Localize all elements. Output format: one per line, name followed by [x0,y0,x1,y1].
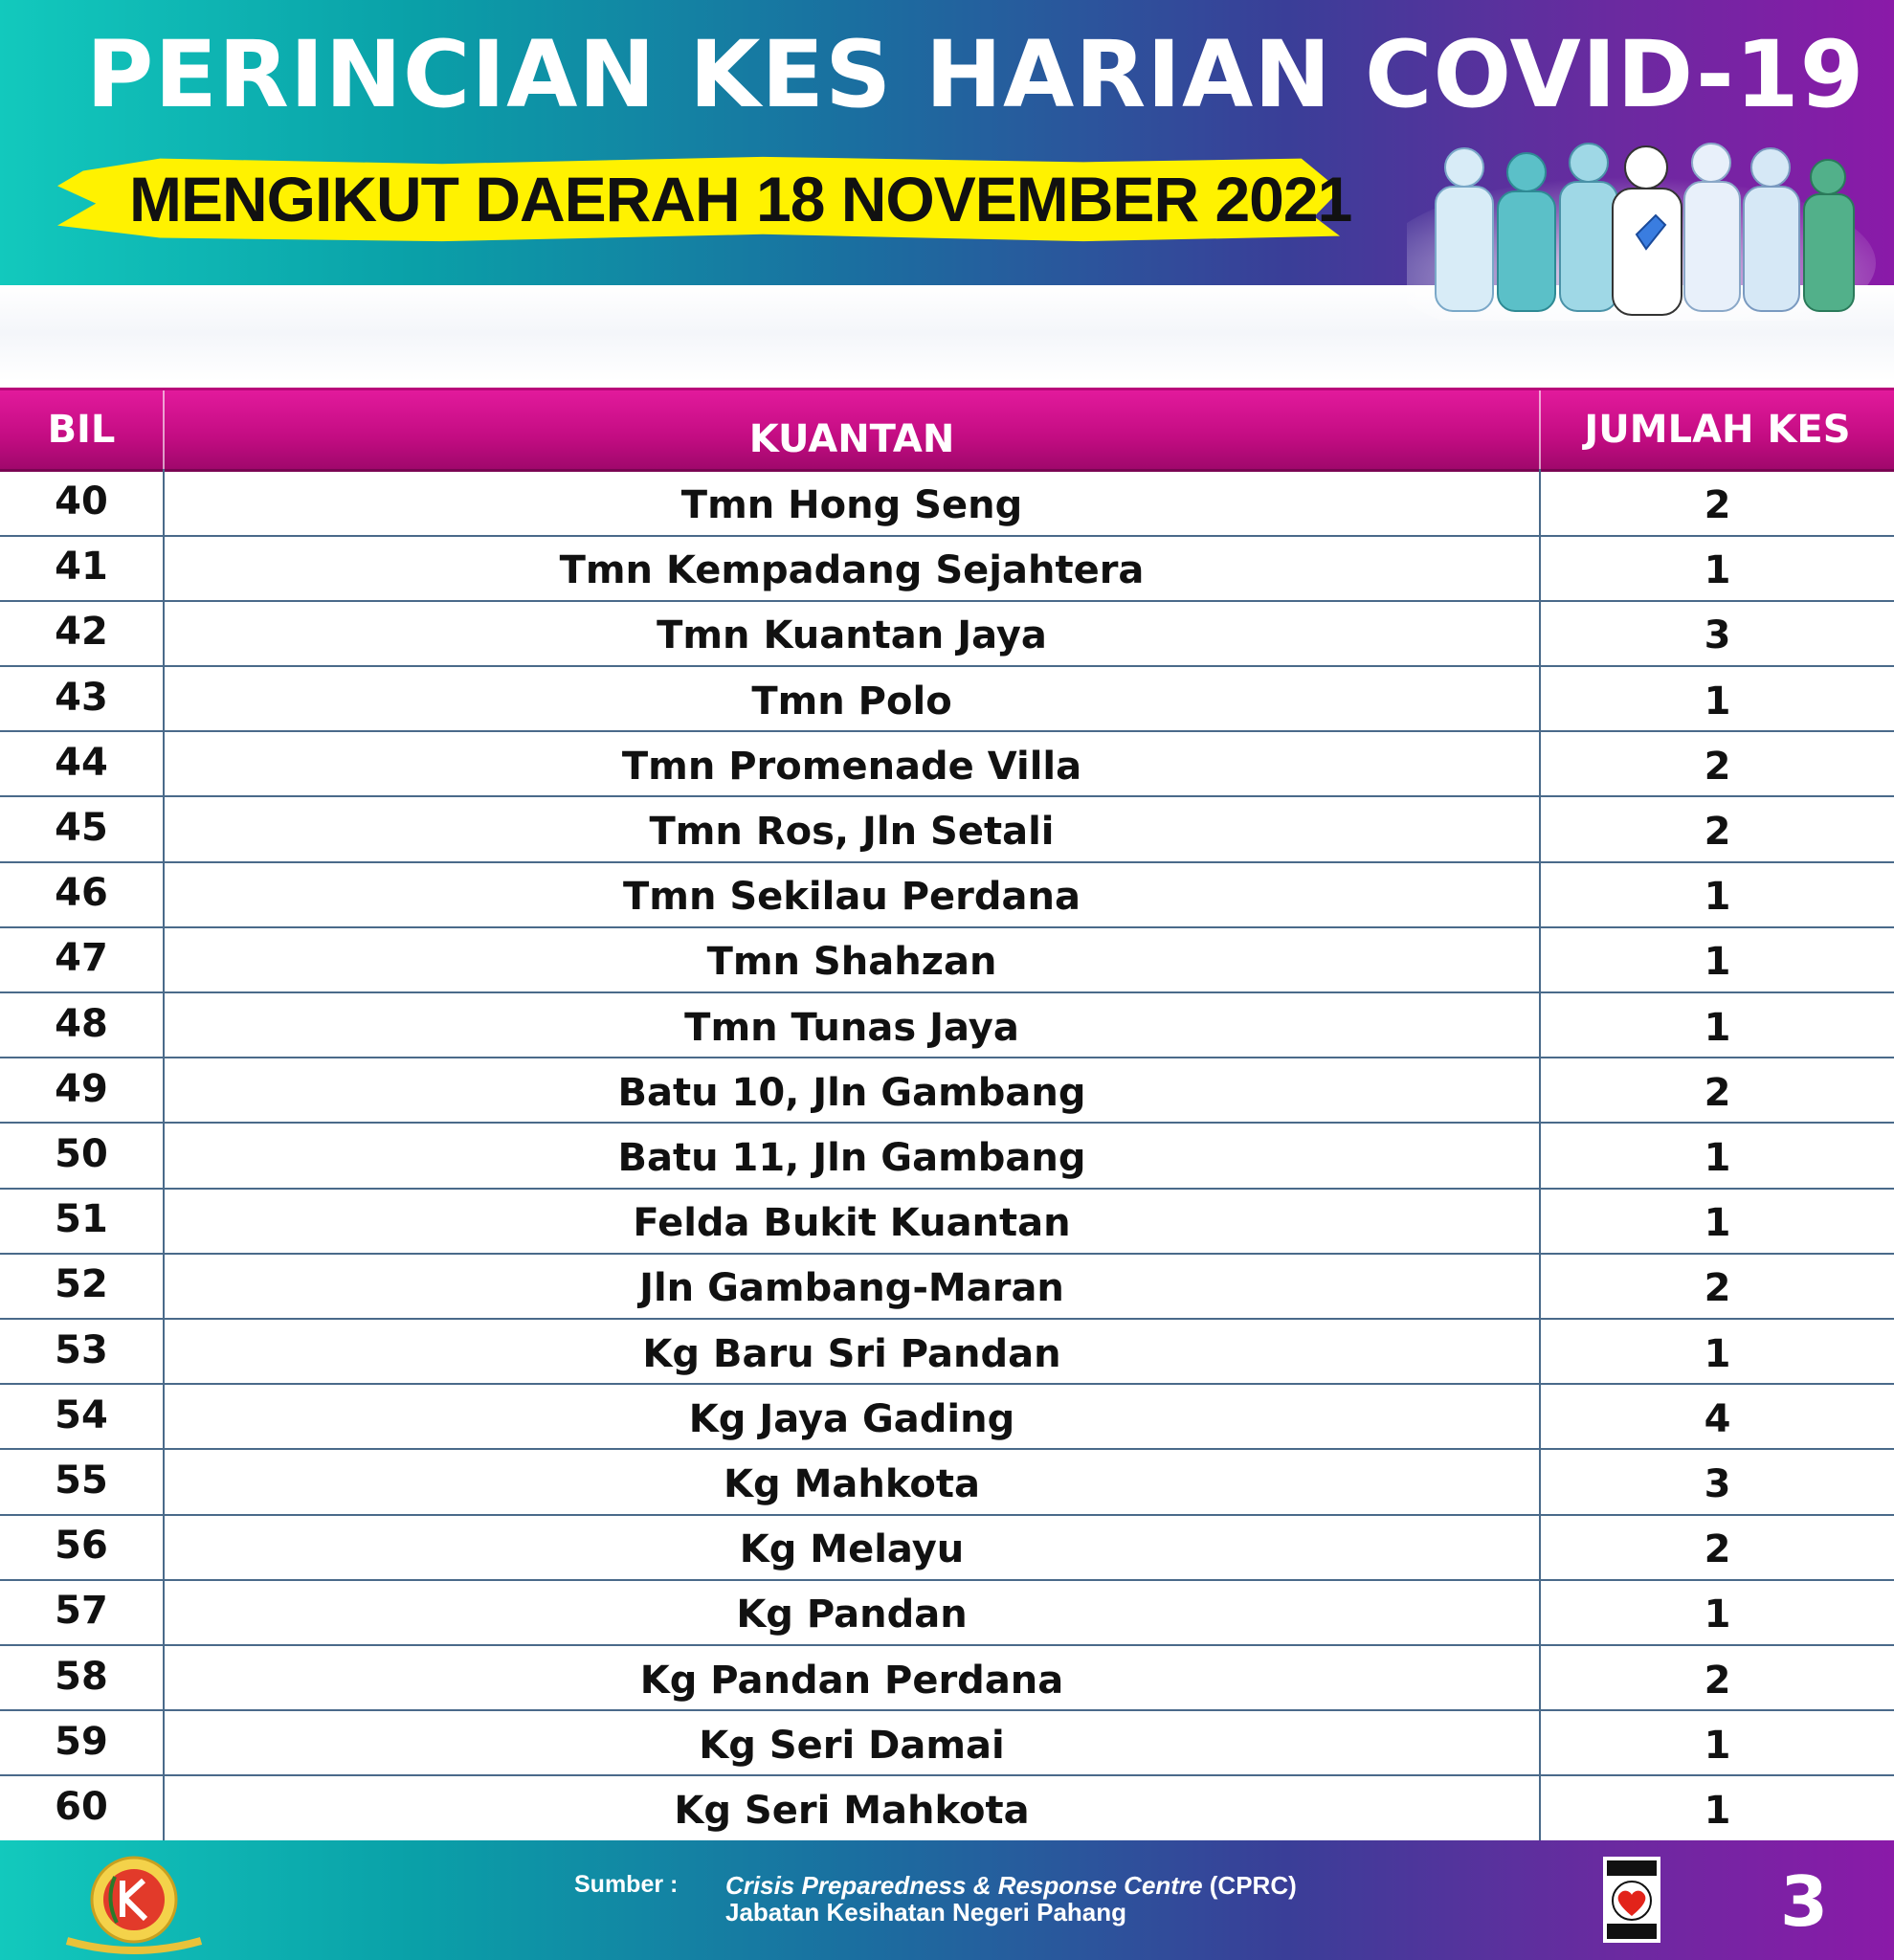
table-row [0,1513,1894,1581]
cell-area: Tmn Kempadang Sejahtera [559,548,1145,593]
cell-area: Kg Seri Mahkota [674,1789,1030,1833]
cell-count: 1 [1704,1789,1731,1833]
cell-bil: 43 [55,675,108,720]
cell-area: Batu 10, Jln Gambang [617,1070,1086,1115]
cell-area: Tmn Ros, Jln Setali [649,810,1055,854]
cell-area: Tmn Tunas Jaya [684,1005,1019,1050]
source-line-2: Jabatan Kesihatan Negeri Pahang [725,1898,1127,1927]
source-org-abbr: (CPRC) [1202,1871,1297,1900]
table-row [0,1122,1894,1190]
table-row [0,469,1894,537]
cell-count: 2 [1704,483,1731,527]
cell-count: 1 [1704,1331,1731,1376]
cell-count: 2 [1704,1070,1731,1115]
table-row [0,1383,1894,1451]
cell-count: 3 [1704,613,1731,658]
cell-count: 2 [1704,1266,1731,1311]
table-row [0,599,1894,667]
cell-count: 1 [1704,548,1731,593]
table-row [0,1252,1894,1320]
cell-bil: 56 [55,1524,108,1569]
cell-bil: 41 [55,545,108,590]
cell-area: Tmn Hong Seng [680,483,1023,527]
cell-area: Felda Bukit Kuantan [633,1201,1071,1246]
cell-area: Kg Baru Sri Pandan [642,1331,1061,1376]
table-header-row [0,388,1894,472]
table-row [0,1057,1894,1125]
table-row [0,1578,1894,1646]
table-row [0,534,1894,602]
cell-bil: 54 [55,1392,108,1437]
cell-count: 1 [1704,1136,1731,1180]
koi-nak-sihat-logo [1603,1857,1660,1943]
cell-area: Tmn Promenade Villa [621,744,1082,789]
cell-count: 2 [1704,810,1731,854]
table-row [0,730,1894,798]
cell-bil: 44 [55,740,108,785]
page-number: 3 [1780,1861,1829,1942]
cell-count: 1 [1704,940,1731,985]
table-row [0,795,1894,863]
cell-bil: 48 [55,1001,108,1046]
cell-area: Jln Gambang-Maran [639,1266,1064,1311]
column-header-count: JUMLAH KES [1584,408,1851,452]
column-header-bil: BIL [47,408,116,452]
cell-area: Kg Pandan Perdana [639,1658,1064,1703]
column-divider [1539,469,1541,1840]
page-title: PERINCIAN KES HARIAN COVID-19 [86,21,1865,128]
cell-count: 1 [1704,1723,1731,1768]
cell-bil: 49 [55,1066,108,1111]
cell-bil: 51 [55,1197,108,1242]
table-row [0,1774,1894,1840]
cell-bil: 59 [55,1719,108,1764]
cell-area: Kg Seri Damai [699,1723,1005,1768]
cell-area: Kg Pandan [736,1592,968,1637]
cell-count: 3 [1704,1462,1731,1506]
cell-bil: 50 [55,1132,108,1176]
table-row [0,1709,1894,1777]
table-row [0,860,1894,928]
cell-count: 1 [1704,1592,1731,1637]
cell-area: Kg Melayu [739,1527,965,1572]
cell-bil: 40 [55,479,108,523]
cell-area: Tmn Kuantan Jaya [657,613,1047,658]
cell-bil: 47 [55,936,108,981]
cell-count: 2 [1704,1658,1731,1703]
cell-count: 2 [1704,744,1731,789]
table-row [0,1644,1894,1712]
cell-count: 1 [1704,1201,1731,1246]
table-row [0,1318,1894,1386]
cell-bil: 55 [55,1459,108,1503]
cell-area: Tmn Polo [751,679,952,724]
cell-bil: 42 [55,610,108,655]
cell-area: Kg Mahkota [724,1462,980,1506]
cell-area: Batu 11, Jln Gambang [617,1136,1086,1180]
cell-bil: 57 [55,1589,108,1634]
cell-bil: 58 [55,1654,108,1699]
healthcare-workers-illustration [1407,129,1885,321]
source-label: Sumber : [574,1871,679,1898]
jkn-pahang-logo [48,1850,220,1955]
cell-count: 1 [1704,679,1731,724]
table-row [0,925,1894,993]
cell-count: 4 [1704,1396,1731,1441]
cell-area: Kg Jaya Gading [688,1396,1015,1441]
cell-count: 2 [1704,1527,1731,1572]
column-header-area: KUANTAN [748,417,955,461]
cell-count: 1 [1704,1005,1731,1050]
source-line-1 [725,1871,1297,1901]
cell-bil: 53 [55,1327,108,1372]
table-row [0,1448,1894,1516]
page-subtitle: MENGIKUT DAERAH 18 NOVEMBER 2021 [129,164,1352,234]
cell-bil: 46 [55,871,108,916]
cell-bil: 52 [55,1262,108,1307]
table-row [0,1187,1894,1255]
table-row [0,665,1894,733]
source-org-name: Crisis Preparedness & Response Centre [725,1871,1203,1900]
cell-count: 1 [1704,875,1731,920]
table-row [0,991,1894,1059]
cell-area: Tmn Sekilau Perdana [623,875,1081,920]
column-divider [163,469,165,1840]
cell-bil: 60 [55,1785,108,1829]
cell-area: Tmn Shahzan [706,940,997,985]
cell-bil: 45 [55,806,108,850]
